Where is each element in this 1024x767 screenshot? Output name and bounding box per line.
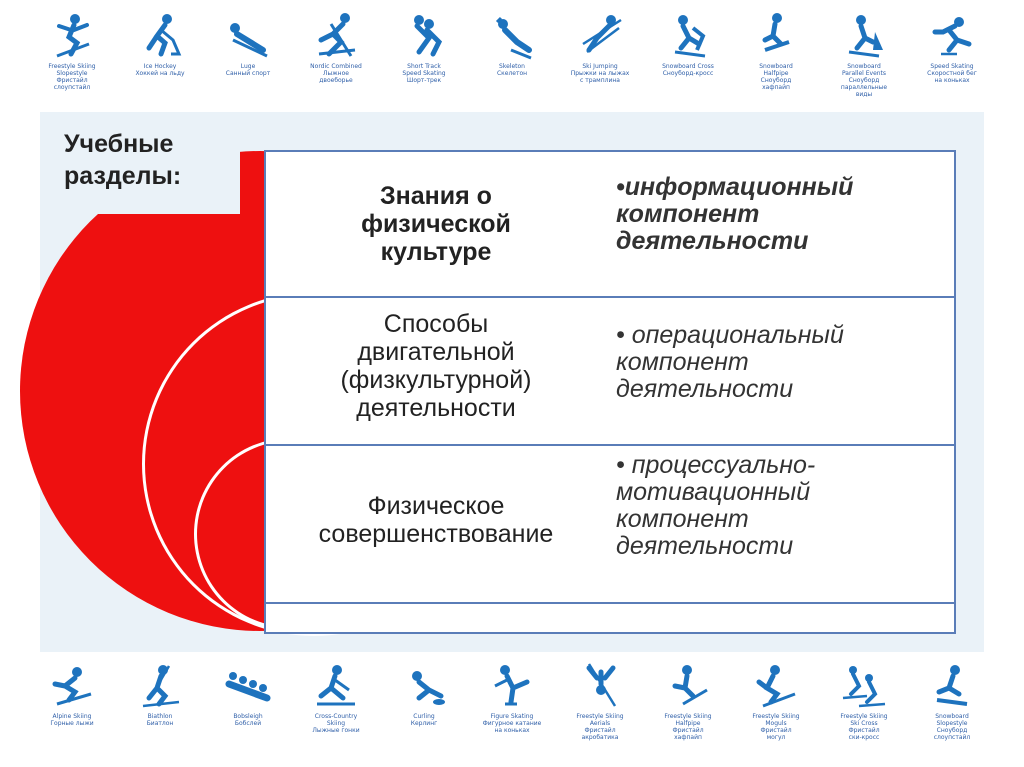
ski-jumping-icon xyxy=(575,10,625,60)
pictogram-caption: Freestyle Skiing Ski Cross Фристайл ски-кросс xyxy=(840,713,888,741)
sport-pictogram xyxy=(216,10,280,98)
sport-pictogram xyxy=(480,660,544,741)
figure-skating-icon xyxy=(487,660,537,710)
sport-pictogram xyxy=(392,10,456,98)
biathlon-icon xyxy=(135,660,185,710)
component-text: • процессуально- мотивационный компонент деятельности xyxy=(616,451,816,560)
pictogram-caption: Alpine Skiing Горные лыжи xyxy=(50,713,94,727)
short-track-icon xyxy=(399,10,449,60)
sport-pictogram xyxy=(480,10,544,98)
pictogram-caption: Snowboard Cross Сноуборд-кросс xyxy=(662,63,714,77)
component-text: •информационный компонент деятельности xyxy=(616,173,854,255)
sport-pictogram xyxy=(832,10,896,98)
top-sport-icons xyxy=(40,10,984,98)
sport-pictogram xyxy=(568,660,632,741)
table-row xyxy=(266,446,954,604)
sections-heading: Учебные разделы: xyxy=(44,120,240,214)
pictogram-caption: Skeleton Скелетон xyxy=(496,63,528,77)
sport-pictogram xyxy=(40,660,104,741)
bottom-sport-icons xyxy=(40,660,984,741)
table-footer-row xyxy=(266,604,954,632)
sport-pictogram xyxy=(920,10,984,98)
section-title: Знания о физической культуре xyxy=(361,182,511,266)
pictogram-caption: Speed Skating Скоростной бег на коньках xyxy=(927,63,977,84)
freestyle-skiing-slopestyle-icon xyxy=(47,10,97,60)
skeleton-icon xyxy=(487,10,537,60)
pictogram-caption: Ski Jumping Прыжки на лыжах с трамплина xyxy=(570,63,630,84)
sport-pictogram xyxy=(832,660,896,741)
freestyle-aerials-icon xyxy=(575,660,625,710)
sections-table xyxy=(264,150,956,634)
snowboard-parallel-icon xyxy=(839,10,889,60)
ice-hockey-icon xyxy=(135,10,185,60)
pictogram-caption: Freestyle Skiing Moguls Фристайл могул xyxy=(752,713,800,741)
pictogram-caption: Snowboard Parallel Events Сноуборд параллельные виды xyxy=(840,63,888,98)
nordic-combined-icon xyxy=(311,10,361,60)
curling-icon xyxy=(399,660,449,710)
table-row xyxy=(266,298,954,446)
pictogram-caption: Figure Skating Фигурное катание на коньках xyxy=(482,713,542,734)
pictogram-caption: Freestyle Skiing Aerials Фристайл акробатика xyxy=(576,713,624,741)
section-title: Способы двигательной (физкультурной) деятельности xyxy=(340,310,532,422)
sport-pictogram xyxy=(40,10,104,98)
sport-pictogram xyxy=(656,10,720,98)
pictogram-caption: Snowboard Slopestyle Сноуборд слоупстайл xyxy=(933,713,971,741)
pictogram-caption: Biathlon Биатлон xyxy=(146,713,174,727)
freestyle-moguls-icon xyxy=(751,660,801,710)
bobsleigh-icon xyxy=(223,660,273,710)
pictogram-caption: Ice Hockey Хоккей на льду xyxy=(135,63,185,77)
sport-pictogram xyxy=(568,10,632,98)
alpine-skiing-icon xyxy=(47,660,97,710)
sport-pictogram xyxy=(304,10,368,98)
freestyle-halfpipe-icon xyxy=(663,660,713,710)
sport-pictogram xyxy=(656,660,720,741)
pictogram-caption: Curling Керлинг xyxy=(410,713,438,727)
sport-pictogram xyxy=(744,660,808,741)
pictogram-caption: Freestyle Skiing Slopestyle Фристайл слоупстайл xyxy=(48,63,96,91)
luge-icon xyxy=(223,10,273,60)
freestyle-ski-cross-icon xyxy=(839,660,889,710)
section-title: Физическое совершенствование xyxy=(318,492,554,548)
pictogram-caption: Bobsleigh Бобслей xyxy=(233,713,263,727)
sport-pictogram xyxy=(304,660,368,741)
pictogram-caption: Cross-Country Skiing Лыжные гонки xyxy=(312,713,360,734)
snowboard-slopestyle-icon xyxy=(927,660,977,710)
pictogram-caption: Freestyle Skiing Halfpipe Фристайл хафпайп xyxy=(664,713,712,741)
sport-pictogram xyxy=(128,10,192,98)
cross-country-skiing-icon xyxy=(311,660,361,710)
snowboard-cross-icon xyxy=(663,10,713,60)
snowboard-halfpipe-icon xyxy=(751,10,801,60)
table-row xyxy=(266,152,954,298)
pictogram-caption: Snowboard Halfpipe Сноуборд хафпайп xyxy=(759,63,793,91)
pictogram-caption: Short Track Speed Skating Шорт-трек xyxy=(402,63,446,84)
pictogram-caption: Luge Санный спорт xyxy=(225,63,271,77)
component-text: • операциональный компонент деятельности xyxy=(616,321,844,403)
speed-skating-icon xyxy=(927,10,977,60)
pictogram-caption: Nordic Combined Лыжное двоеборье xyxy=(310,63,362,84)
sport-pictogram xyxy=(744,10,808,98)
sport-pictogram xyxy=(216,660,280,741)
sport-pictogram xyxy=(128,660,192,741)
sport-pictogram xyxy=(392,660,456,741)
sport-pictogram xyxy=(920,660,984,741)
